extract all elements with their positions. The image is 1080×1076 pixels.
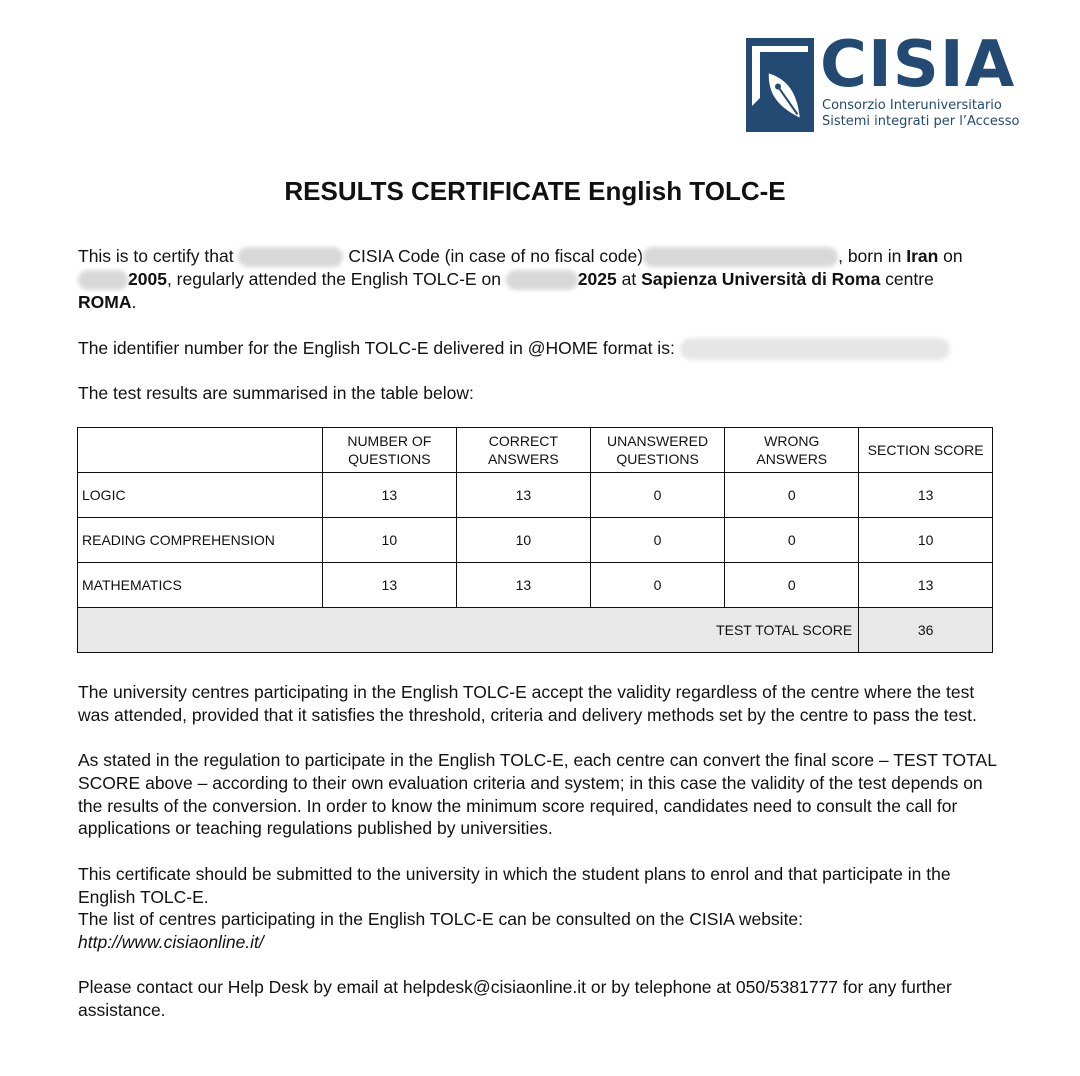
redacted-test-date (506, 270, 578, 290)
cell-unanswered: 0 (590, 563, 725, 608)
total-score-value: 36 (859, 608, 993, 653)
certify-text: CISIA Code (in case of no fiscal code) (348, 246, 644, 266)
cell-questions: 13 (322, 563, 456, 608)
total-score-label: TEST TOTAL SCORE (78, 608, 859, 653)
summary-intro: The test results are summarised in the table below: (78, 383, 474, 403)
table-row (78, 563, 993, 608)
cell-correct: 13 (456, 473, 590, 518)
cell-questions: 10 (322, 518, 456, 563)
cell-correct: 13 (456, 563, 590, 608)
identifier-text: The identifier number for the English TOLC-E delivered in @HOME format is: (78, 338, 675, 358)
certify-text: , regularly attended the English TOLC-E on (166, 268, 506, 289)
header-number-of-questions: NUMBER OF QUESTIONS (322, 428, 456, 473)
results-table (77, 427, 993, 653)
header-wrong-answers: WRONG ANSWERS (725, 428, 859, 473)
cell-unanswered: 0 (590, 518, 725, 563)
table-row (78, 518, 993, 563)
test-year: 2025 (577, 268, 617, 289)
table-header-row (78, 428, 993, 473)
certify-text: This is to certify that (78, 246, 234, 266)
total-row (78, 608, 993, 653)
cell-score: 13 (859, 563, 993, 608)
pen-nib-icon (746, 38, 814, 132)
logo-wordmark: CISIA (820, 28, 1016, 102)
cell-score: 10 (859, 518, 993, 563)
cell-wrong: 0 (725, 473, 859, 518)
certify-paragraph (78, 245, 993, 313)
cell-score: 13 (859, 473, 993, 518)
section-name: MATHEMATICS (78, 563, 323, 608)
header-section-score: SECTION SCORE (859, 428, 993, 473)
cell-unanswered: 0 (590, 473, 725, 518)
redacted-birth-date (78, 270, 128, 290)
logo-subtitle-line1: Consorzio Interuniversitario (822, 98, 1002, 113)
logo-subtitle-line2: Sistemi integrati per l’Accesso (822, 114, 1020, 129)
certify-text: . (131, 291, 137, 312)
cell-wrong: 0 (725, 518, 859, 563)
header-unanswered-questions: UNANSWERED QUESTIONS (590, 428, 725, 473)
centres-list-paragraph: The list of centres participating in the English TOLC-E can be consulted on the CISIA website: (78, 909, 804, 929)
birth-country: Iran (906, 246, 939, 266)
conversion-paragraph: As stated in the regulation to participate in the English TOLC-E, each centre can convert the final score – TEST TOTAL SCORE above – according to their own evaluation criteria and system; in this case the validity of the test depends on the results of the conversion. In order to know the minimum score required, candidates need to consult the call for applications or teaching regulations published by universities. (78, 750, 997, 839)
validity-paragraph: The university centres participating in the English TOLC-E accept the validity regardless of the centre where the test was attended, provided that it satisfies the threshold, criteria and delivery methods set by the centre to pass the test. (78, 682, 977, 725)
section-name: LOGIC (78, 473, 323, 518)
certify-text: on (938, 246, 963, 266)
cell-questions: 13 (322, 473, 456, 518)
certify-text: , born in (838, 246, 907, 266)
section-name: READING COMPREHENSION (78, 518, 323, 563)
university-name: Sapienza Università di Roma (641, 268, 881, 289)
redacted-name (238, 247, 343, 267)
contact-paragraph: Please contact our Help Desk by email at helpdesk@cisiaonline.it or by telephone at 050/5381777 for any further assistance. (78, 977, 952, 1020)
cisia-logo (746, 28, 1020, 134)
certify-text: centre (880, 268, 934, 289)
cell-correct: 10 (456, 518, 590, 563)
birth-year: 2005 (128, 268, 167, 289)
certify-text: at (616, 268, 642, 289)
header-correct-answers: CORRECT ANSWERS (456, 428, 590, 473)
table-row (78, 473, 993, 518)
logo-subtitle (822, 98, 1019, 130)
redacted-identifier (680, 338, 950, 360)
redacted-cisia-code (643, 247, 838, 267)
certificate-title: RESULTS CERTIFICATE English TOLC-E (284, 176, 786, 206)
cell-wrong: 0 (725, 563, 859, 608)
header-section (78, 428, 323, 473)
submission-paragraph: This certificate should be submitted to the university in which the student plans to enrol and that participate in the English TOLC-E. (78, 864, 951, 907)
website-link[interactable]: http://www.cisiaonline.it/ (78, 932, 264, 952)
centre-city: ROMA (78, 291, 132, 312)
identifier-line (78, 337, 1008, 360)
